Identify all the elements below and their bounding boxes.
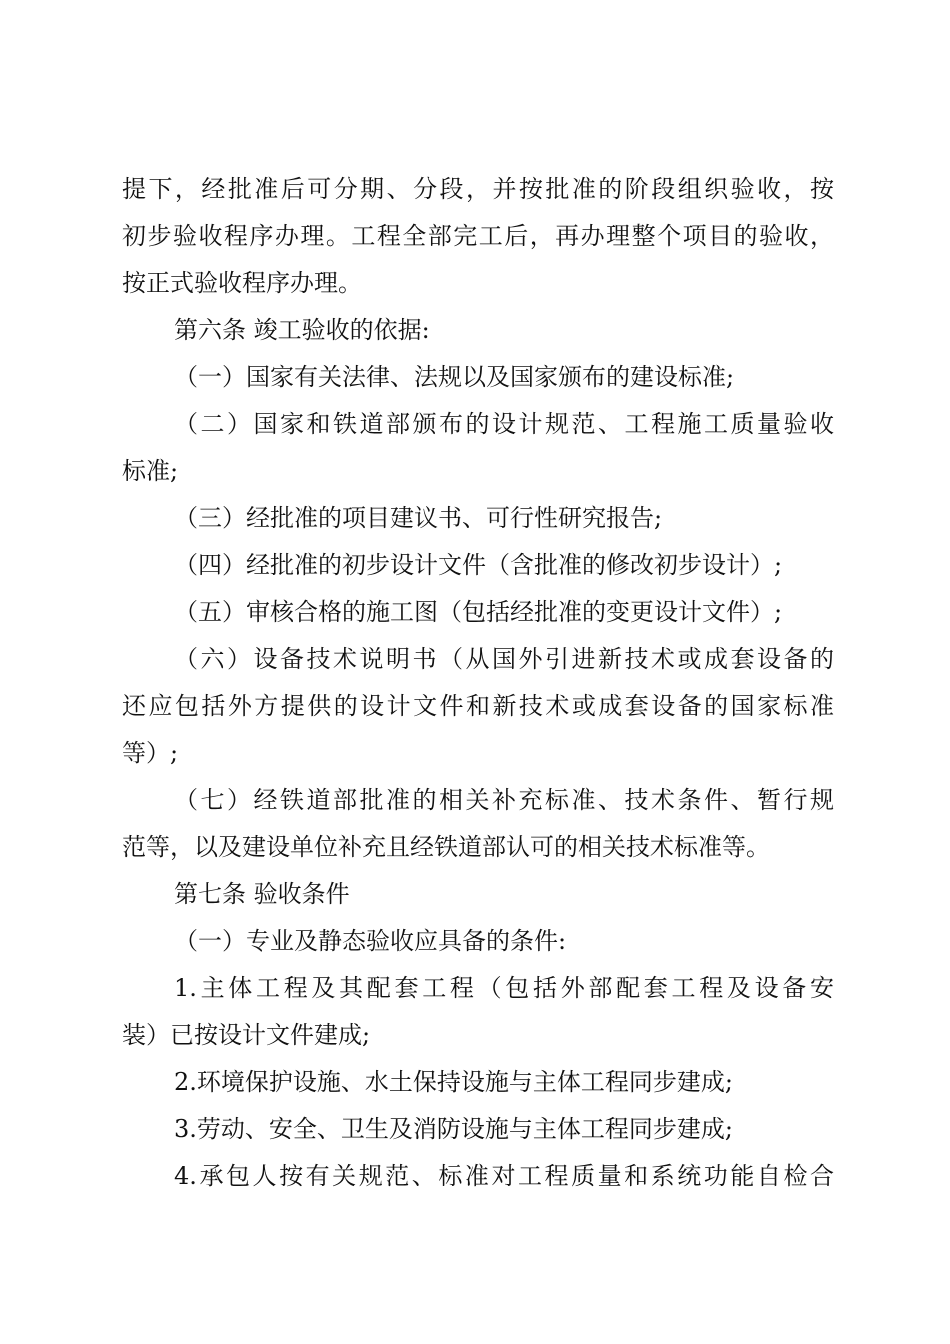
text-line: （五）审核合格的施工图（包括经批准的变更设计文件）; xyxy=(174,598,783,626)
text-line: （七）经铁道部批准的相关补充标准、技术条件、暂行规 xyxy=(174,786,834,814)
text-line: （一）专业及静态验收应具备的条件: xyxy=(174,927,567,955)
text-line: 3.劳动、安全、卫生及消防设施与主体工程同步建成; xyxy=(174,1115,733,1143)
text-line: （二）国家和铁道部颁布的设计规范、工程施工质量验收 xyxy=(174,410,834,438)
text-line: 第六条 竣工验收的依据: xyxy=(174,316,430,344)
text-line: 第七条 验收条件 xyxy=(174,880,350,908)
text-line: 等）; xyxy=(122,739,179,767)
text-line: 1.主体工程及其配套工程（包括外部配套工程及设备安 xyxy=(174,974,834,1002)
text-line: （六）设备技术说明书（从国外引进新技术或成套设备的 xyxy=(174,645,834,673)
text-line: 2.环境保护设施、水土保持设施与主体工程同步建成; xyxy=(174,1068,733,1096)
text-line: 按正式验收程序办理。 xyxy=(122,269,362,297)
text-line: （三）经批准的项目建议书、可行性研究报告; xyxy=(174,504,663,532)
text-line: 标准; xyxy=(122,457,179,485)
text-line: 4.承包人按有关规范、标准对工程质量和系统功能自检合 xyxy=(174,1162,834,1190)
text-line: （四）经批准的初步设计文件（含批准的修改初步设计）; xyxy=(174,551,783,579)
text-line: 装）已按设计文件建成; xyxy=(122,1021,371,1049)
document-body xyxy=(122,166,834,1200)
text-line: （一）国家有关法律、法规以及国家颁布的建设标准; xyxy=(174,363,735,391)
text-line: 初步验收程序办理。工程全部完工后，再办理整个项目的验收， xyxy=(122,222,834,250)
text-line: 提下，经批准后可分期、分段，并按批准的阶段组织验收，按 xyxy=(122,175,834,203)
text-line: 范等，以及建设单位补充且经铁道部认可的相关技术标准等。 xyxy=(122,833,770,861)
text-line: 还应包括外方提供的设计文件和新技术或成套设备的国家标准 xyxy=(122,692,834,720)
